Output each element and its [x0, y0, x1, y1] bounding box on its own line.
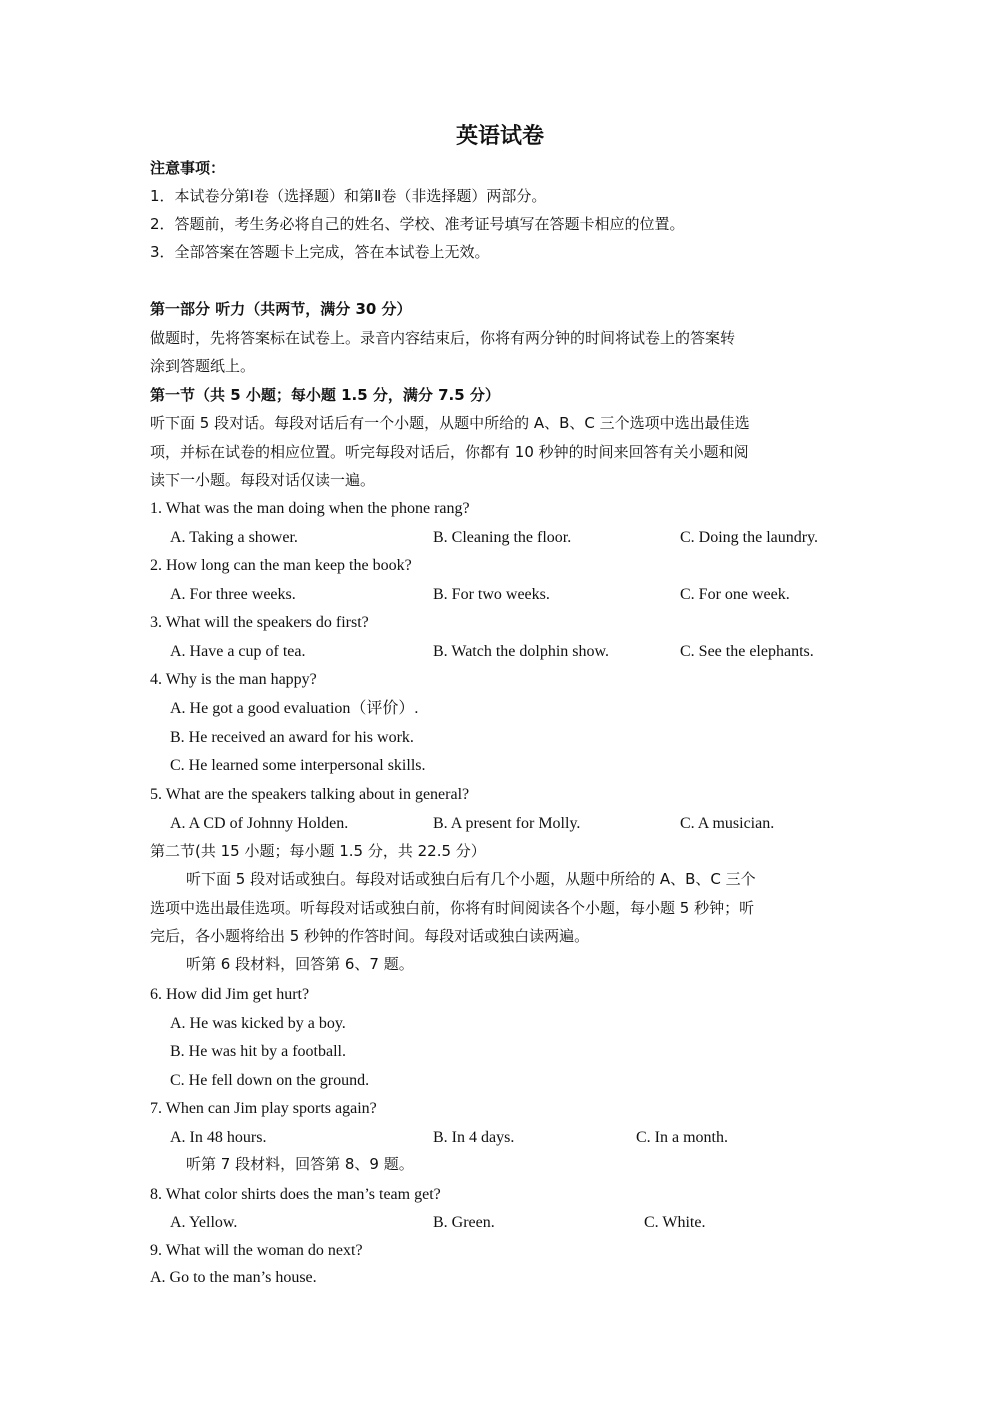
question-4: 4. Why is the man happy? [150, 671, 317, 688]
option-4a: A. He got a good evaluation（评价）. [170, 700, 419, 717]
part1-intro-line: 做题时，先将答案标在试卷上。录音内容结束后，你将有两分钟的时间将试卷上的答案转 [150, 329, 736, 347]
section2-intro-line: 听下面 5 段对话或独白。每段对话或独白后有几个小题，从题中所给的 A、B、C 三个 [186, 870, 756, 888]
option-6a: A. He was kicked by a boy. [170, 1015, 346, 1032]
option-4b: B. He received an award for his work. [170, 729, 414, 746]
option-2c: C. For one week. [680, 586, 790, 603]
option-2a: A. For three weeks. [170, 586, 296, 603]
option-5b: B. A present for Molly. [433, 815, 581, 832]
section1-intro-line: 听下面 5 段对话。每段对话后有一个小题，从题中所给的 A、B、C 三个选项中选出最佳选 [150, 414, 750, 432]
option-1c: C. Doing the laundry. [680, 529, 819, 546]
option-3a: A. Have a cup of tea. [170, 643, 306, 660]
notice-item: 2．答题前，考生务必将自己的姓名、学校、准考证号填写在答题卡相应的位置。 [150, 215, 685, 233]
option-7a: A. In 48 hours. [170, 1129, 267, 1146]
option-8a: A. Yellow. [170, 1214, 238, 1231]
option-9a: A. Go to the man’s house. [150, 1269, 317, 1286]
section2-intro-line: 选项中选出最佳选项。听每段对话或独白前，你将有时间阅读各个小题，每小题 5 秒钟；听 [150, 899, 755, 917]
option-8c: C. White. [644, 1214, 706, 1231]
question-7: 7. When can Jim play sports again? [150, 1100, 377, 1117]
question-1: 1. What was the man doing when the phone rang? [150, 500, 470, 517]
part1-intro-line: 涂到答题纸上。 [150, 357, 256, 375]
option-4c: C. He learned some interpersonal skills. [170, 757, 426, 774]
option-7c: C. In a month. [636, 1129, 728, 1146]
section2-heading: 第二节(共 15 小题；每小题 1.5 分，共 22.5 分） [150, 842, 486, 860]
option-1a: A. Taking a shower. [170, 529, 298, 546]
page-title: 英语试卷 [455, 123, 544, 148]
section2-intro-line: 完后，各小题将给出 5 秒钟的作答时间。每段对话或独白读两遍。 [150, 927, 590, 945]
question-6: 6. How did Jim get hurt? [150, 986, 310, 1003]
option-6c: C. He fell down on the ground. [170, 1072, 370, 1089]
option-6b: B. He was hit by a football. [170, 1043, 346, 1060]
question-8: 8. What color shirts does the man’s team get? [150, 1186, 441, 1203]
section1-intro-line: 项，并标在试卷的相应位置。听完每段对话后，你都有 10 秒钟的时间来回答有关小题和阅 [150, 443, 749, 461]
option-8b: B. Green. [433, 1214, 495, 1231]
question-9: 9. What will the woman do next? [150, 1242, 363, 1259]
option-5a: A. A CD of Johnny Holden. [170, 815, 349, 832]
notice-heading: 注意事项： [150, 159, 226, 177]
section1-heading: 第一节（共 5 小题；每小题 1.5 分，满分 7.5 分） [150, 386, 500, 404]
notice-item: 3．全部答案在答题卡上完成，答在本试卷上无效。 [150, 243, 490, 261]
notice-item: 1．本试卷分第Ⅰ卷（选择题）和第Ⅱ卷（非选择题）两部分。 [150, 187, 547, 205]
section1-intro-line: 读下一小题。每段对话仅读一遍。 [150, 471, 376, 489]
question-3: 3. What will the speakers do first? [150, 614, 369, 631]
material-6-instruction: 听第 6 段材料，回答第 6、7 题。 [186, 955, 414, 973]
part1-heading: 第一部分 听力（共两节，满分 30 分） [150, 300, 412, 318]
question-5: 5. What are the speakers talking about in general? [150, 786, 470, 803]
material-7-instruction: 听第 7 段材料，回答第 8、9 题。 [186, 1155, 414, 1173]
option-3c: C. See the elephants. [680, 643, 814, 660]
option-7b: B. In 4 days. [433, 1129, 515, 1146]
option-1b: B. Cleaning the floor. [433, 529, 572, 546]
question-2: 2. How long can the man keep the book? [150, 557, 412, 574]
option-3b: B. Watch the dolphin show. [433, 643, 610, 660]
option-5c: C. A musician. [680, 815, 775, 832]
option-2b: B. For two weeks. [433, 586, 550, 603]
